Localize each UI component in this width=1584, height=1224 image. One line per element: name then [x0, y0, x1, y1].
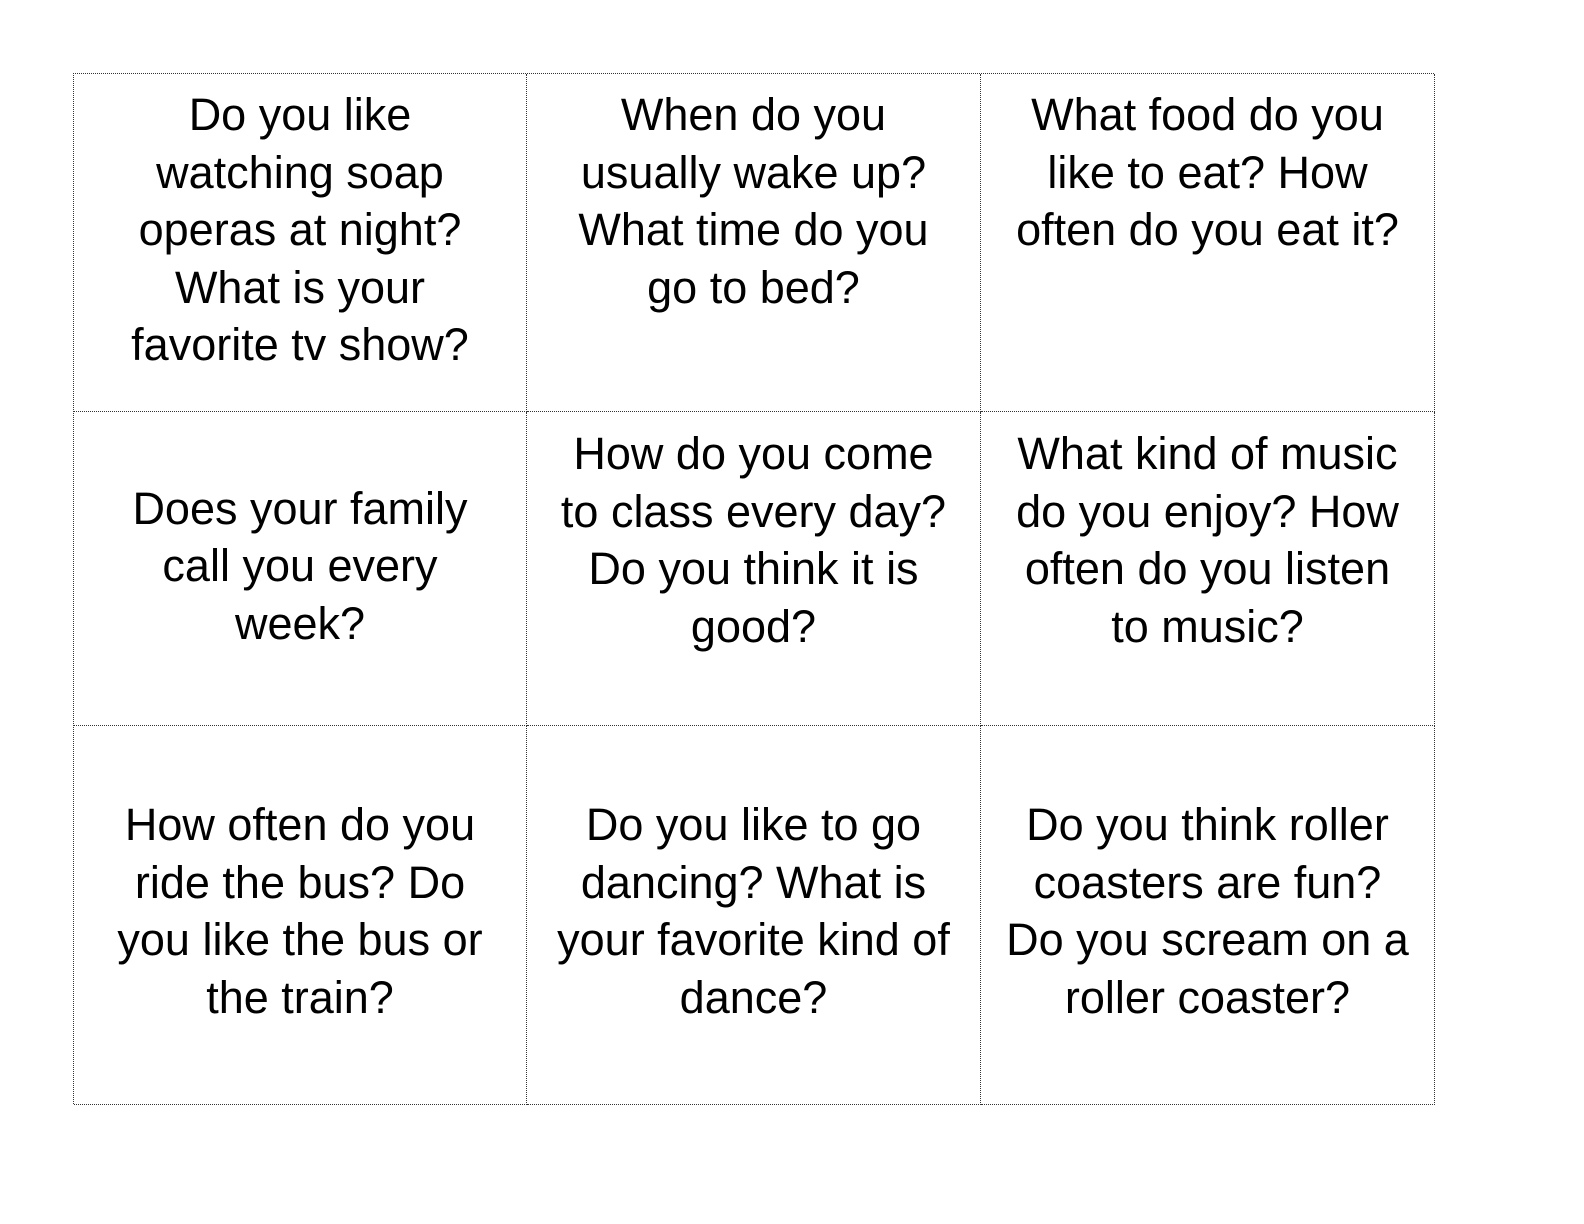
question-text: Does your family call you every week? — [132, 482, 468, 649]
question-card — [527, 726, 981, 1105]
question-text: How often do you ride the bus? Do you like the bus or the train? — [117, 799, 483, 1023]
question-card — [74, 74, 527, 412]
question-text: When do you usually wake up? What time do you go to bed? — [578, 89, 929, 313]
question-card-sheet — [73, 73, 1434, 1104]
question-card — [74, 412, 527, 726]
question-text: Do you like to go dancing? What is your favorite kind of dance? — [557, 799, 950, 1023]
question-card — [981, 412, 1435, 726]
question-card — [981, 74, 1435, 412]
question-card — [981, 726, 1435, 1105]
question-text: What kind of music do you enjoy? How often do you listen to music? — [1016, 428, 1399, 652]
question-text: What food do you like to eat? How often do you eat it? — [1016, 89, 1399, 255]
question-text: How do you come to class every day? Do you think it is good? — [560, 428, 947, 652]
question-card — [74, 726, 527, 1105]
question-card — [527, 74, 981, 412]
question-text: Do you like watching soap operas at night? What is your favorite tv show? — [131, 89, 469, 370]
question-card — [527, 412, 981, 726]
question-text: Do you think roller coasters are fun? Do you scream on a roller coaster? — [1006, 799, 1409, 1023]
